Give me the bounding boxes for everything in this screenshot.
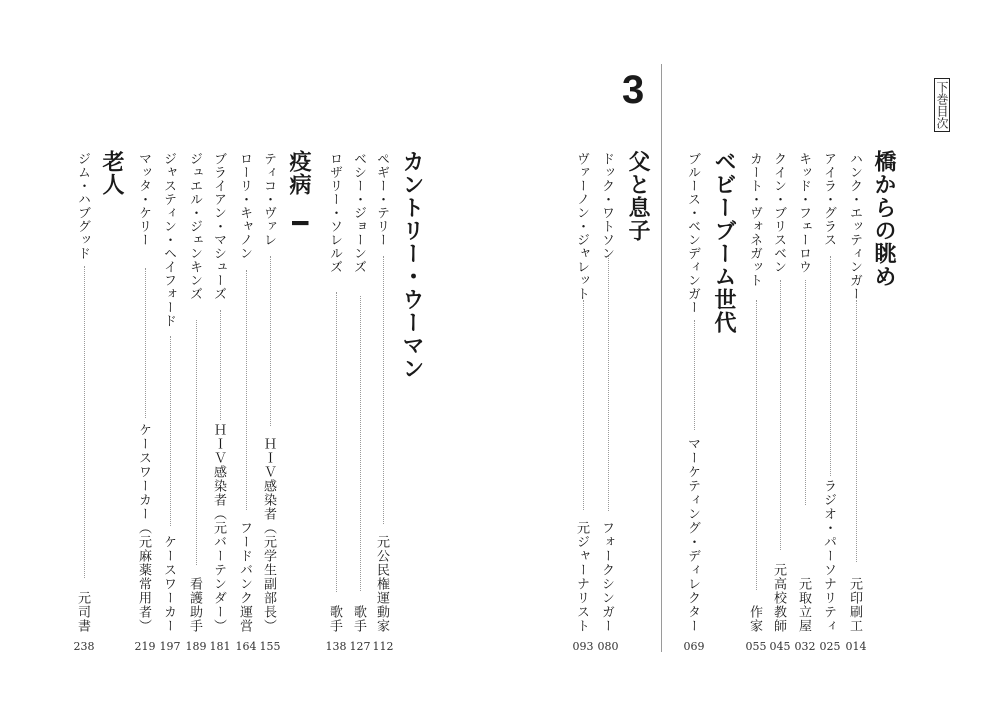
leader-dots [196, 320, 197, 565]
leader-dots [246, 270, 247, 510]
entry-role: 看護助手 [187, 577, 202, 633]
volume-contents-label [934, 78, 950, 132]
section-divider [661, 64, 662, 652]
entry-role: フードバンク運営 [237, 521, 252, 633]
entry-role: ラジオ・パーソナリティ [821, 479, 836, 633]
page-number: 219 [134, 640, 156, 653]
entry-role: 歌手 [351, 605, 366, 633]
chapter-heading: 父と息子 [625, 150, 650, 242]
entry-name: ジム・ハブグッド [75, 152, 90, 260]
leader-dots [383, 256, 384, 524]
page-number: 014 [845, 640, 867, 653]
entry-name: クイン・ブリスベン [771, 152, 786, 274]
entry-name: ジュエル・ジェンキンズ [187, 152, 202, 301]
entry-role: ケースワーカー（元麻薬常用者） [136, 423, 151, 633]
entry-role: 元ジャーナリスト [574, 521, 589, 633]
entry-role: 元司書 [75, 591, 90, 633]
leader-dots [756, 300, 757, 590]
page-number: 138 [325, 640, 347, 653]
leader-dots [360, 296, 361, 591]
entry-name: ドック・ワトソン [599, 152, 614, 260]
entry-role: ＨＩＶ感染者（元学生副部長） [261, 437, 276, 633]
entry-role: ＨＩＶ感染者（元バーテンダー） [211, 423, 226, 633]
entry-name: ロザリー・ソレルズ [327, 152, 342, 274]
leader-dots [608, 256, 609, 511]
entry-name: カート・ヴォネガット [747, 152, 762, 287]
page-number: 155 [259, 640, 281, 653]
chapter-heading: 橋からの眺め [871, 150, 896, 288]
leader-dots [856, 300, 857, 562]
leader-dots [830, 256, 831, 476]
page-number: 238 [73, 640, 95, 653]
page-number: 164 [235, 640, 257, 653]
leader-dots [805, 280, 806, 505]
leader-dots [270, 256, 271, 426]
chapter-heading: カントリー・ウーマン [399, 150, 424, 380]
entry-role: 元高校教師 [771, 563, 786, 633]
leader-dots [336, 292, 337, 592]
leader-dots [780, 280, 781, 550]
entry-name: ベシー・ジョーンズ [351, 152, 366, 274]
entry-name: ティコ・ヴァレ [261, 152, 276, 247]
entry-role: 元印刷工 [847, 577, 862, 633]
page-number: 025 [819, 640, 841, 653]
entry-role: 歌手 [327, 605, 342, 633]
entry-role: 元取立屋 [796, 577, 811, 633]
page-number: 112 [372, 640, 394, 653]
entry-role: マーケティング・ディレクター [685, 437, 700, 633]
chapter-heading: 老人 [99, 150, 124, 196]
page-number: 189 [185, 640, 207, 653]
entry-name: ペギー・テリー [374, 152, 389, 247]
section-number: 3 [622, 68, 645, 112]
page-number: 045 [769, 640, 791, 653]
volume-contents-text: 下巻目次 [935, 81, 949, 129]
page-number: 197 [159, 640, 181, 653]
entry-name: ブルース・ベンディンガー [685, 152, 700, 314]
entry-name: ハンク・エッティンガー [847, 152, 862, 301]
leader-dots [170, 336, 171, 526]
entry-name: アイラ・グラス [821, 152, 836, 247]
page-number: 032 [794, 640, 816, 653]
entry-name: ブライアン・マシューズ [211, 152, 226, 301]
leader-dots [84, 266, 85, 578]
entry-name: キッド・フェーロウ [796, 152, 811, 274]
chapter-heading: 疫病 I [286, 150, 311, 229]
entry-role: フォークシンガー [599, 521, 614, 633]
leader-dots [145, 268, 146, 418]
entry-name: マッタ・ケリー [136, 152, 151, 247]
leader-dots [694, 320, 695, 430]
page-number: 080 [597, 640, 619, 653]
page-number: 127 [349, 640, 371, 653]
leader-dots [220, 310, 221, 420]
leader-dots [583, 300, 584, 510]
entry-role: ケースワーカー [161, 535, 176, 633]
page-number: 055 [745, 640, 767, 653]
page-number: 181 [209, 640, 231, 653]
entry-name: ローリ・キャノン [237, 152, 252, 260]
page-number: 069 [683, 640, 705, 653]
entry-name: ジャスティン・ヘイフォード [161, 152, 176, 328]
entry-role: 元公民権運動家 [374, 535, 389, 633]
entry-role: 作家 [747, 605, 762, 633]
chapter-heading: ベビーブーム世代 [711, 150, 736, 334]
entry-name: ヴァーノン・ジャレット [574, 152, 589, 301]
page-number: 093 [572, 640, 594, 653]
